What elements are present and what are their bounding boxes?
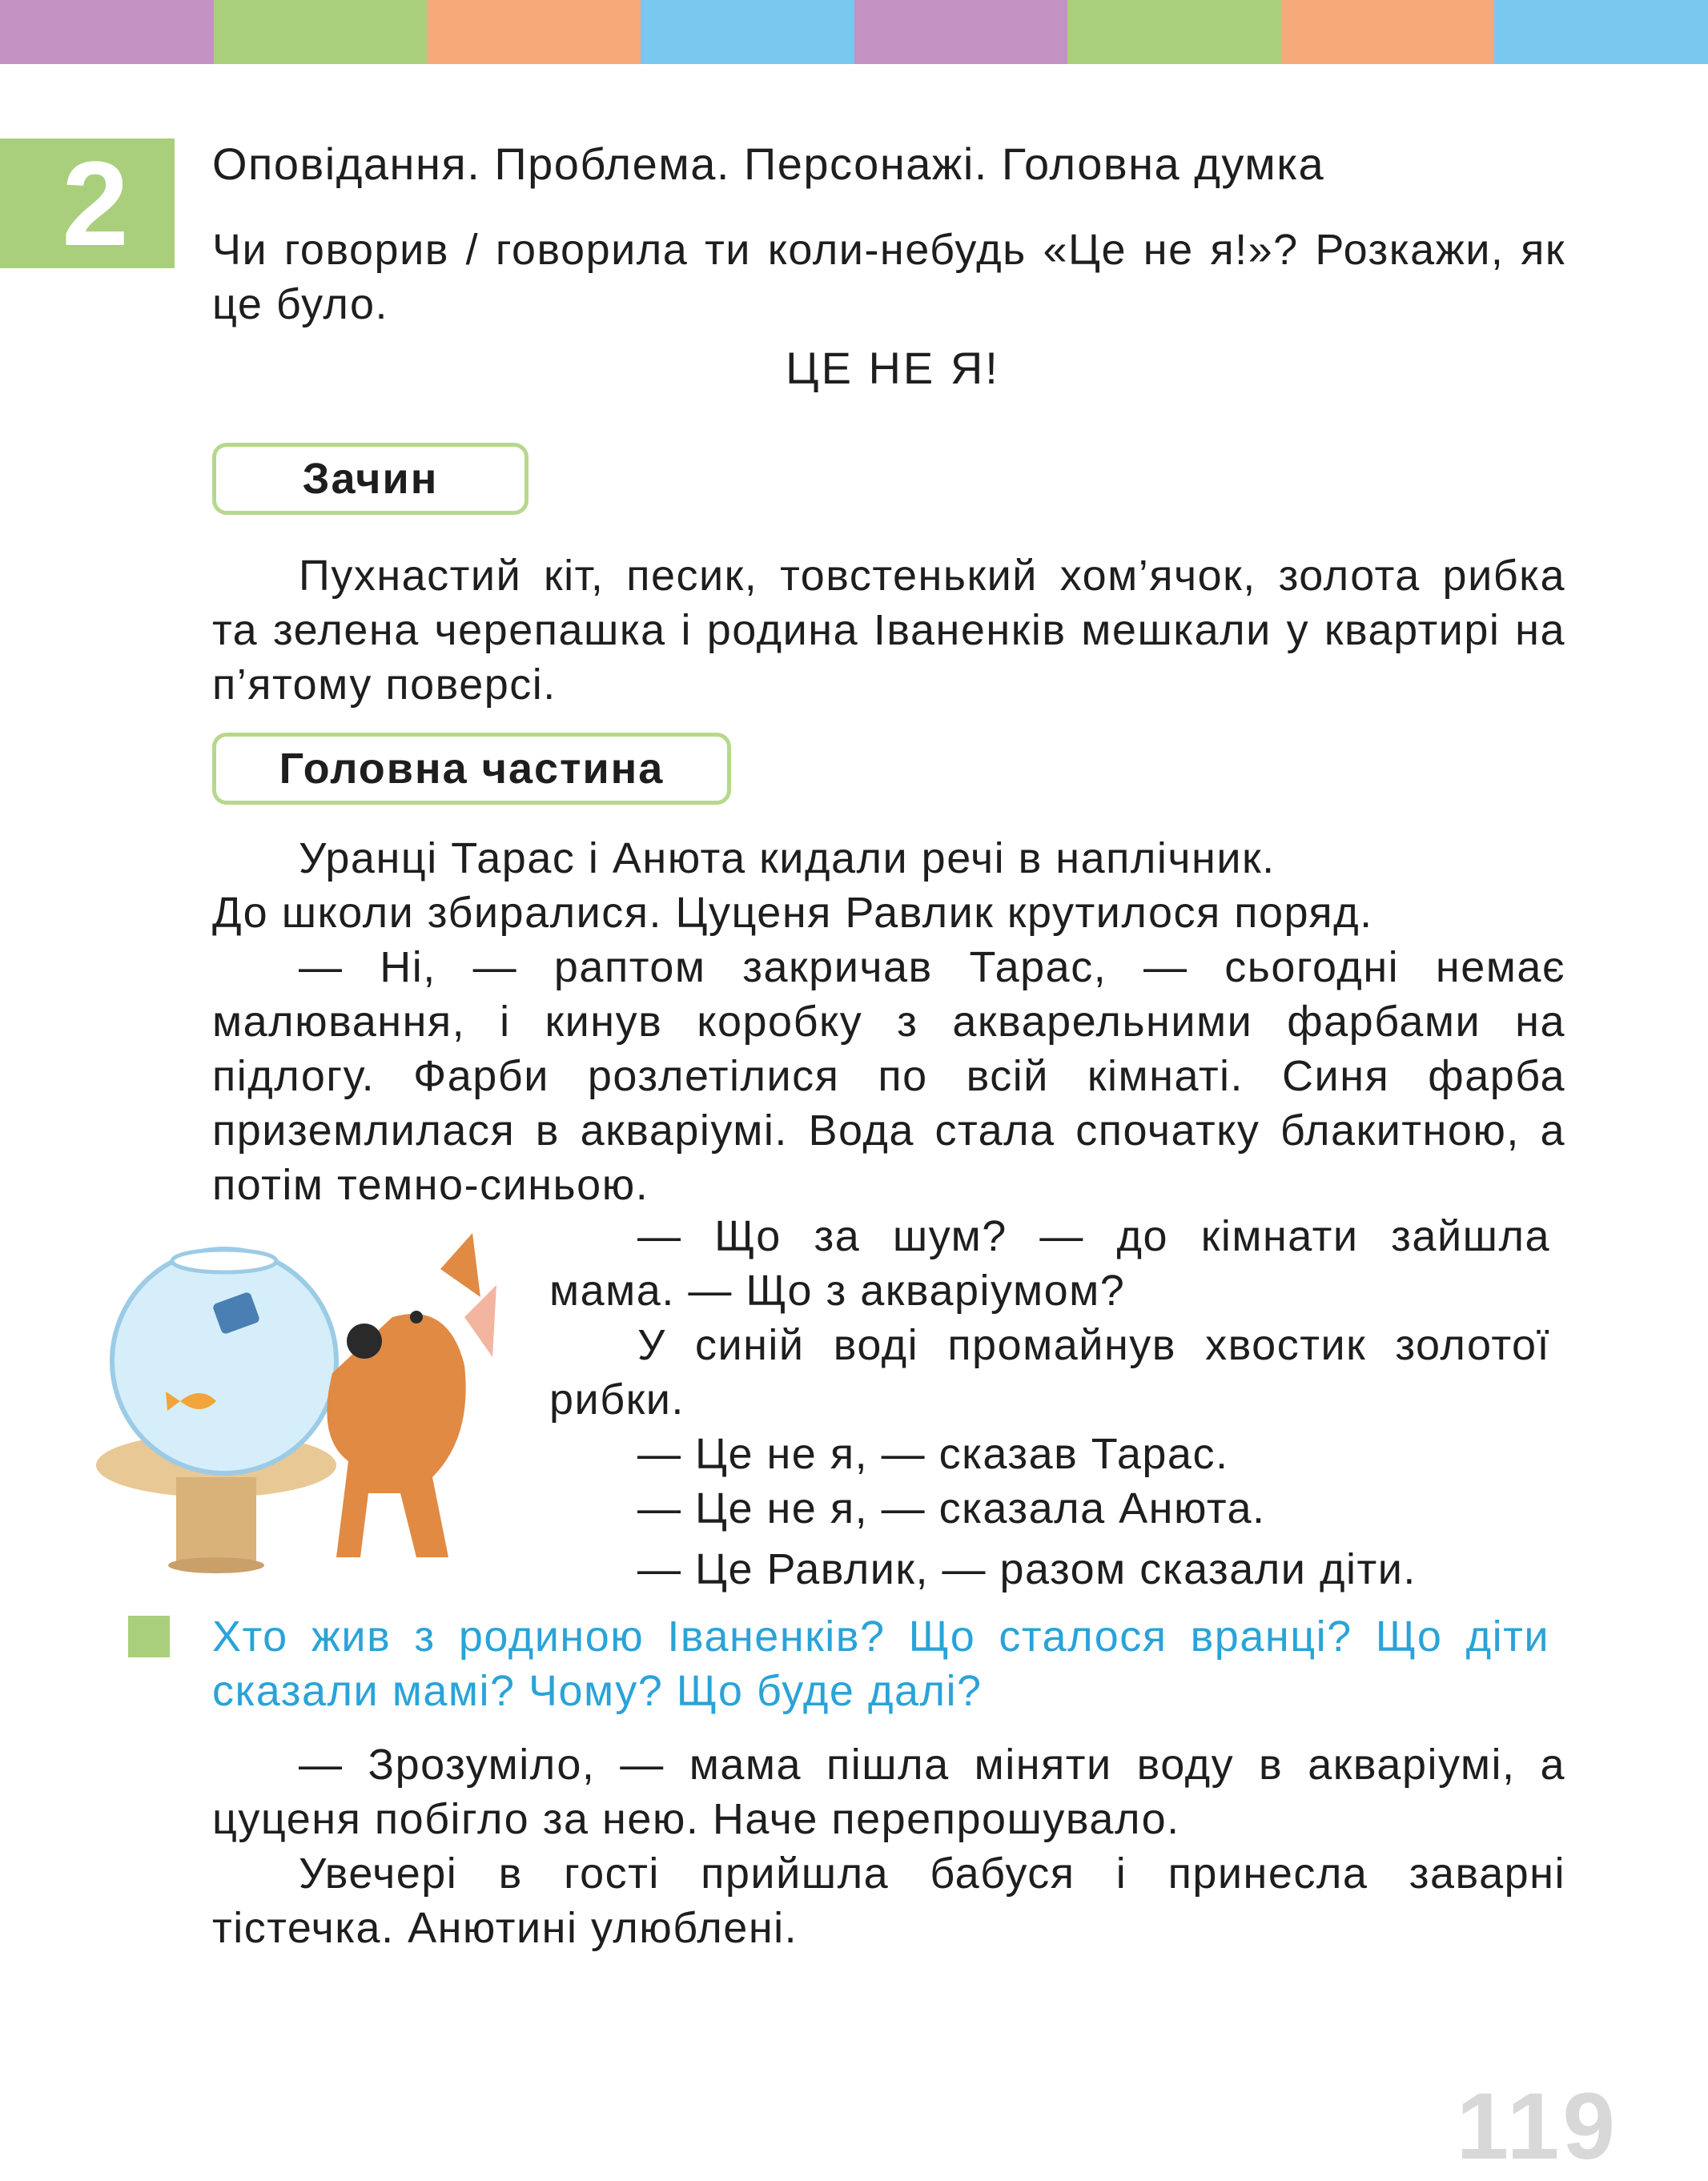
- lesson-number: 2: [0, 139, 175, 268]
- stripe: [1281, 0, 1495, 64]
- main-paragraph: — Це не я, — сказав Тарас.: [637, 1430, 1229, 1478]
- intro-question: Чи говорив / говорила ти коли-небудь «Це не я!»? Розкажи, як це було.: [212, 226, 1565, 328]
- stripe: [854, 0, 1068, 64]
- stripe: [427, 0, 641, 64]
- main-paragraph: — Ні, — раптом закричав Тарас, — сьогодні немає малювання, і кинув коробку з акварельними фарбами на підлогу. Фарби розлетілися по всій кімнаті. Синя фарба приземлилася в акваріумі. Вода стала спочатку блакитною, а потім темно-синьою.: [212, 943, 1565, 1209]
- main-paragraph: Уранці Тарас і Анюта кидали речі в наплічник.: [299, 834, 1276, 882]
- stripe: [0, 0, 214, 64]
- main-paragraph: До школи збиралися. Цуценя Равлик крутилося поряд.: [212, 889, 1373, 937]
- comprehension-questions: Хто жив з родиною Іваненків? Що сталося вранці? Що діти сказали мамі? Чому? Що буде далі?: [212, 1613, 1549, 1715]
- continuation-paragraph: — Зрозуміло, — мама пішла міняти воду в акваріумі, а цуценя побігло за нею. Наче перепрошувало.: [212, 1741, 1565, 1843]
- question-marker: [128, 1616, 170, 1657]
- beginning-text: Пухнастий кіт, песик, товстенький хом’ячок, золота рибка та зелена черепашка і родина Іваненків мешкали у квартирі на п’ятому поверсі.: [212, 552, 1565, 709]
- main-paragraph: У синій воді промайнув хвостик золотої рибки.: [549, 1321, 1550, 1424]
- section-label-beginning: Зачин: [212, 443, 528, 515]
- continuation-paragraph: Увечері в гості прийшла бабуся і принесла заварні тістечка. Анютині улюблені.: [212, 1850, 1565, 1952]
- main-paragraph: — Це не я, — сказала Анюта.: [637, 1484, 1266, 1532]
- main-paragraph: — Що за шум? — до кімнати зайшла мама. — Що з акваріумом?: [549, 1212, 1550, 1315]
- stripe: [641, 0, 854, 64]
- main-paragraph: — Це Равлик, — разом сказали діти.: [637, 1545, 1417, 1593]
- section-label-main: Головна частина: [212, 733, 731, 805]
- aquarium-dog-illustration: [88, 1221, 537, 1573]
- lesson-heading: Оповідання. Проблема. Персонажі. Головна думка: [212, 139, 1325, 189]
- page-number: 119: [1456, 2074, 1618, 2179]
- color-stripes: [0, 0, 1708, 64]
- stripe: [1494, 0, 1708, 64]
- stripe: [214, 0, 428, 64]
- stripe: [1067, 0, 1281, 64]
- story-title: ЦЕ НЕ Я!: [786, 343, 1000, 393]
